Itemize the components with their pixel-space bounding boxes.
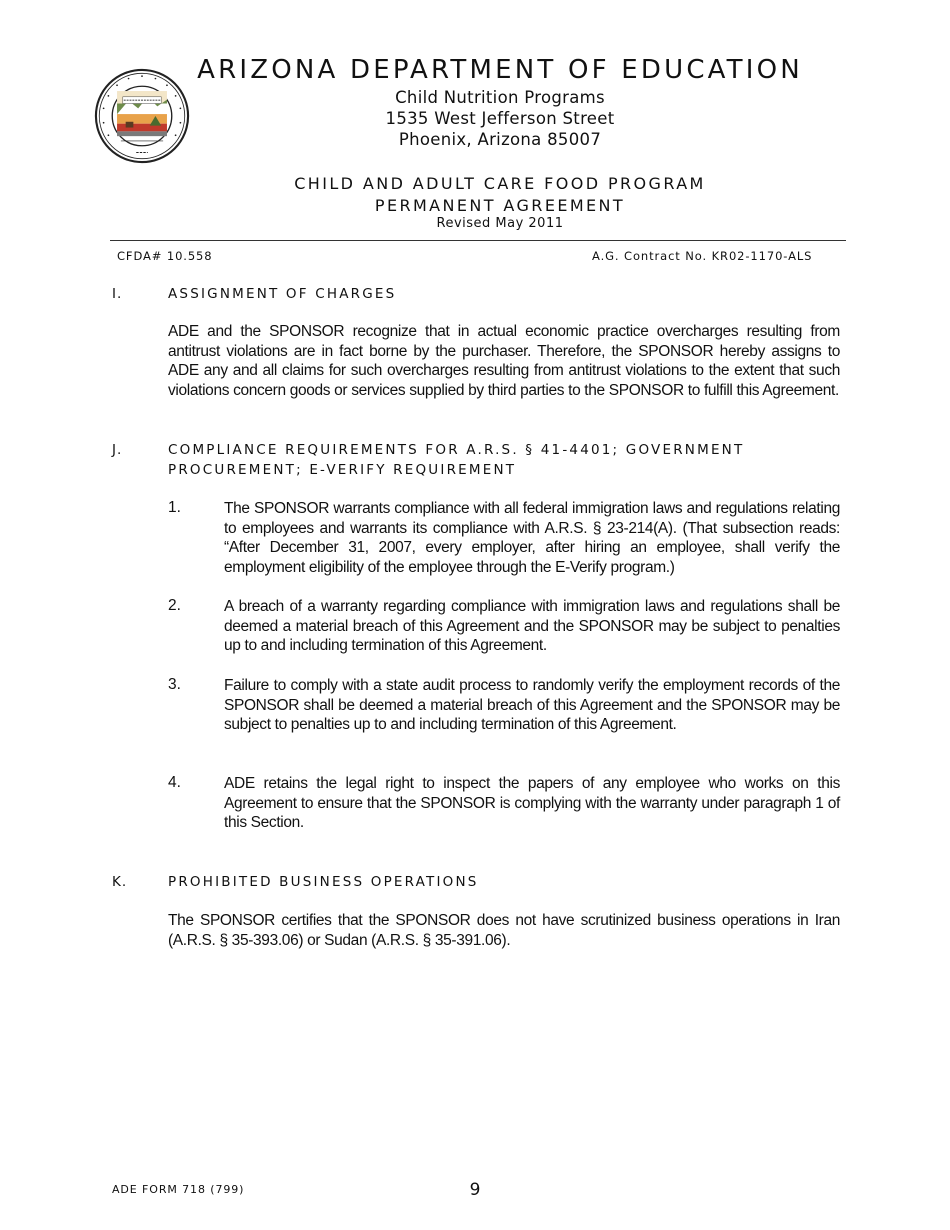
section-j-letter: J. xyxy=(112,442,123,458)
section-i-title: ASSIGNMENT OF CHARGES xyxy=(168,286,397,302)
department-title: ARIZONA DEPARTMENT OF EDUCATION xyxy=(197,55,803,85)
city-address: Phoenix, Arizona 85007 xyxy=(398,130,602,149)
section-j-title-line2: PROCUREMENT; E-VERIFY REQUIREMENT xyxy=(168,462,517,478)
revision-date: Revised May 2011 xyxy=(436,216,564,231)
section-k-title: PROHIBITED BUSINESS OPERATIONS xyxy=(168,874,479,890)
form-number: ADE FORM 718 (799) xyxy=(112,1183,245,1196)
contract-number: A.G. Contract No. KR02-1170-ALS xyxy=(592,249,813,263)
section-j-title-line1: COMPLIANCE REQUIREMENTS FOR A.R.S. § 41-4401; GOVERNMENT xyxy=(168,442,745,458)
item-text: Failure to comply with a state audit process to randomly verify the employment records of the SPONSOR shall be deemed a material breach of this Agreement and the SPONSOR may be subject to penalties up to and including termination of this Agreement. xyxy=(224,677,840,734)
section-k-body: The SPONSOR certifies that the SPONSOR does not have scrutinized business operations in Iran (A.R.S. § 35-393.06) or Sudan (A.R.S. § 35-391.06). xyxy=(168,912,840,949)
item-text: The SPONSOR warrants compliance with all federal immigration laws and regulations relating to employees and warrants its compliance with A.R.S. § 23-214(A). (That subsection reads: “After December 31, 2007, every employer, after hiring an employee, shall verify the employment eligibility of the employee through the E-Verify program.) xyxy=(224,500,840,576)
page-number: 9 xyxy=(469,1180,481,1200)
section-i-body: ADE and the SPONSOR recognize that in actual economic practice overcharges resulting from antitrust violations are in fact borne by the purchaser. Therefore, the SPONSOR hereby assigns to ADE any and all claims for such overcharges resulting from antitrust violations to the extent that such violations concern goods or services supplied by third parties to the SPONSOR to fulfill this Agreement. xyxy=(168,323,840,399)
program-title: CHILD AND ADULT CARE FOOD PROGRAM xyxy=(294,174,706,193)
agreement-title: PERMANENT AGREEMENT xyxy=(374,196,626,215)
street-address: 1535 West Jefferson Street xyxy=(385,109,615,128)
item-number: 4. xyxy=(168,774,181,791)
item-text: A breach of a warranty regarding compliance with immigration laws and regulations shall be deemed a material breach of this Agreement and the SPONSOR may be subject to penalties up to and including termination of this Agreement. xyxy=(224,598,840,655)
item-number: 1. xyxy=(168,499,181,516)
cfda-number: CFDA# 10.558 xyxy=(117,249,213,263)
section-i-letter: I. xyxy=(112,286,123,302)
item-text: ADE retains the legal right to inspect the papers of any employee who works on this Agreement to ensure that the SPONSOR is complying with the warranty under paragraph 1 of this Section. xyxy=(224,775,840,832)
division-name: Child Nutrition Programs xyxy=(395,88,605,107)
header-divider xyxy=(110,240,846,241)
section-k-letter: K. xyxy=(112,874,128,890)
item-number: 3. xyxy=(168,676,181,693)
item-number: 2. xyxy=(168,597,181,614)
